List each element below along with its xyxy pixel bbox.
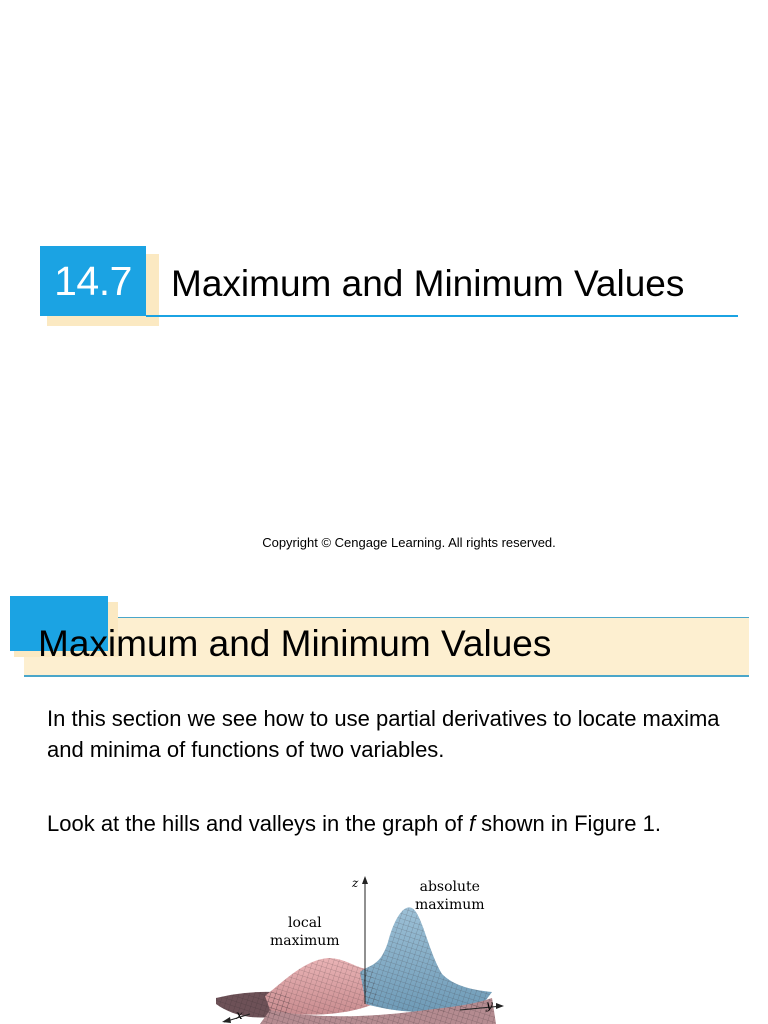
local-maximum-label-line2: maximum (270, 933, 340, 949)
z-axis-label: z (352, 876, 359, 890)
absolute-maximum-label-line2: maximum (415, 897, 485, 913)
content-slide-title: Maximum and Minimum Values (38, 623, 552, 664)
figure-reference-paragraph (47, 808, 747, 839)
function-variable: f (468, 811, 476, 836)
local-maximum-label (270, 914, 340, 950)
content-slide (0, 570, 768, 1024)
y-axis-arrow-icon (496, 1003, 504, 1009)
absolute-maximum-label-line1: absolute (419, 879, 480, 895)
header-top-rule (24, 617, 749, 618)
paragraph-text-start: Look at the hills and valleys in the graph of (47, 811, 469, 836)
y-axis-label: y (486, 998, 493, 1012)
copyright-notice: Copyright © Cengage Learning. All rights reserved. (262, 535, 556, 550)
absolute-maximum-label (415, 878, 485, 914)
header-bottom-rule (24, 675, 749, 677)
x-axis-arrow-icon (222, 1017, 231, 1023)
slide-title: Maximum and Minimum Values (171, 263, 685, 304)
surface-mesh (216, 907, 496, 1024)
intro-paragraph: In this section we see how to use partial derivatives to locate maxima and minima of functions of two variables. (47, 706, 720, 762)
z-axis-arrow-icon (362, 876, 368, 884)
local-maximum-label-line1: local (287, 915, 322, 931)
x-axis-label: x (236, 1008, 243, 1022)
paragraph-text-end: shown in Figure 1. (475, 811, 661, 836)
surface-plot-figure (210, 872, 510, 1024)
section-number-badge: 14.7 (40, 246, 146, 316)
title-underline (146, 315, 738, 317)
